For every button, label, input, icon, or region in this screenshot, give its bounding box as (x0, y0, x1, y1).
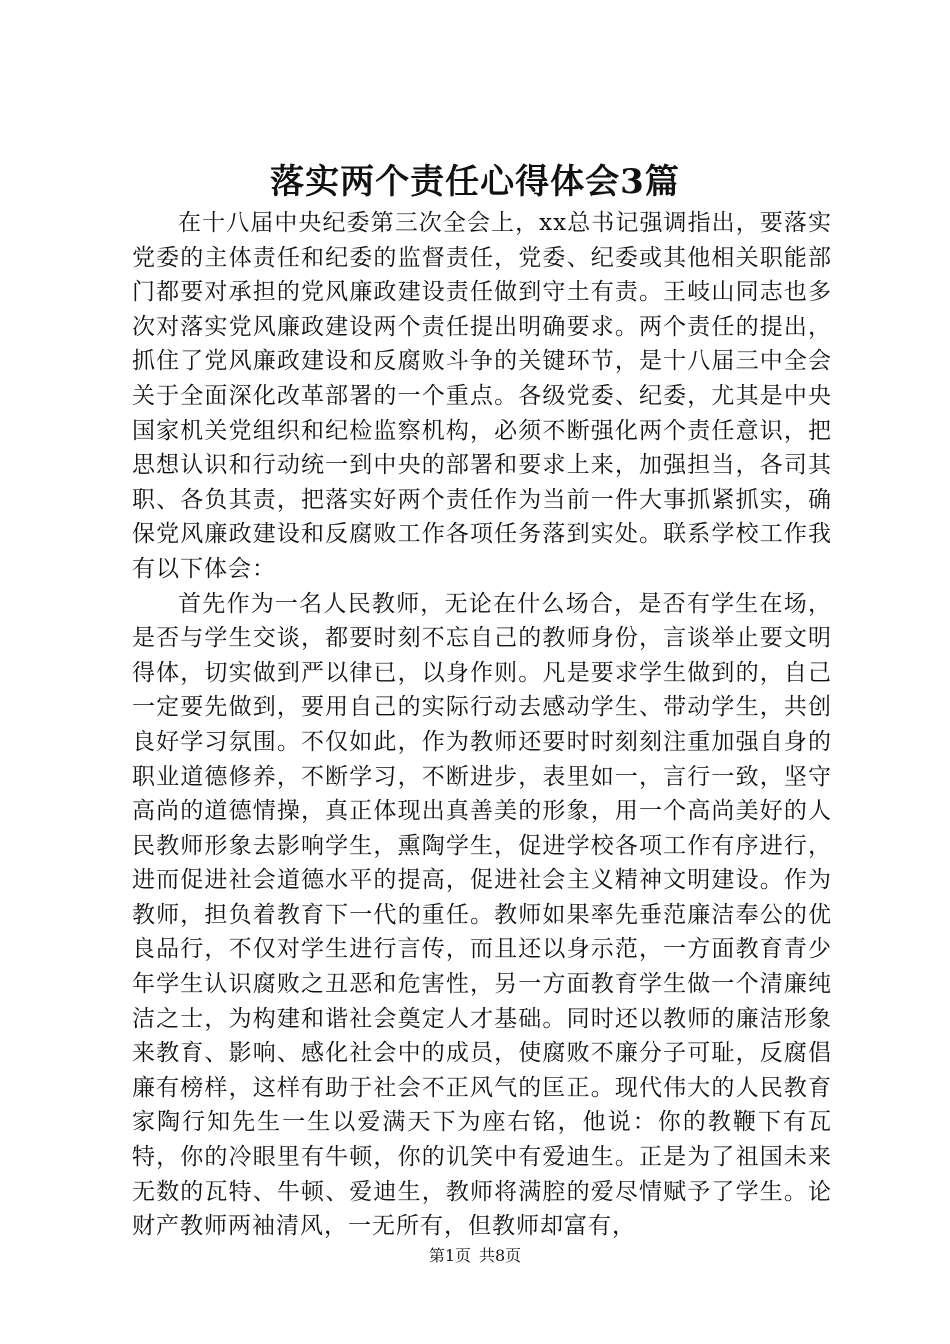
page-number: 第1页 (428, 1246, 471, 1265)
body-paragraph-2: 首先作为一名人民教师，无论在什么场合，是否有学生在场，是否与学生交谈，都要时刻不忘自己的教师身份，言谈举止要文明得体，切实做到严以律已，以身作则。凡是要求学生做到的，自己一定要先做到，要用自己的实际行动去感动学生、带动学生，共创良好学习氛围。不仅如此，作为教师还要时时刻刻注重加强自身的职业道德修养，不断学习，不断进步，表里如一，言行一致，坚守高尚的道德情操，真正体现出真善美的形象，用一个高尚美好的人民教师形象去影响学生，熏陶学生，促进学校各项工作有序进行，进而促进社会道德水平的提高，促进社会主义精神文明建设。作为教师，担负着教育下一代的重任。教师如果率先垂范廉洁奉公的优良品行，不仅对学生进行言传，而且还以身示范，一方面教育青少年学生认识腐败之丑恶和危害性，另一方面教育学生做一个清廉纯洁之士，为构建和谐社会奠定人才基础。同时还以教师的廉洁形象来教育、影响、感化社会中的成员，使腐败不廉分子可耻，反腐倡廉有榜样，这样有助于社会不正风气的匡正。现代伟大的人民教育家陶行知先生一生以爱满天下为座右铭，他说：你的教鞭下有瓦特，你的冷眼里有牛顿，你的讥笑中有爱迪生。正是为了祖国未来无数的瓦特、牛顿、爱迪生，教师将满腔的爱尽情赋予了学生。论财产教师两袖清风，一无所有，但教师却富有， (132, 590, 832, 1240)
document-body (132, 206, 832, 1244)
body-paragraph-1: 在十八届中央纪委第三次全会上，xx总书记强调指出，要落实党委的主体责任和纪委的监督责任，党委、纪委或其他相关职能部门都要对承担的党风廉政建设责任做到守土有责。王岐山同志也多次对落实党风廉政建设两个责任提出明确要求。两个责任的提出，抓住了党风廉政建设和反腐败斗争的关键环节，是十八届三中全会关于全面深化改革部署的一个重点。各级党委、纪委，尤其是中央国家机关党组织和纪检监察机构，必须不断强化两个责任意识，把思想认识和行动统一到中央的部署和要求上来，加强担当，各司其职、各负其责，把落实好两个责任作为当前一件大事抓紧抓实，确保党风廉政建设和反腐败工作各项任务落到实处。联系学校工作我有以下体会： (132, 210, 832, 582)
page-total: 共8页 (479, 1246, 522, 1265)
page-footer (0, 1244, 950, 1268)
document-title: 落实两个责任心得体会3篇 (270, 162, 680, 202)
